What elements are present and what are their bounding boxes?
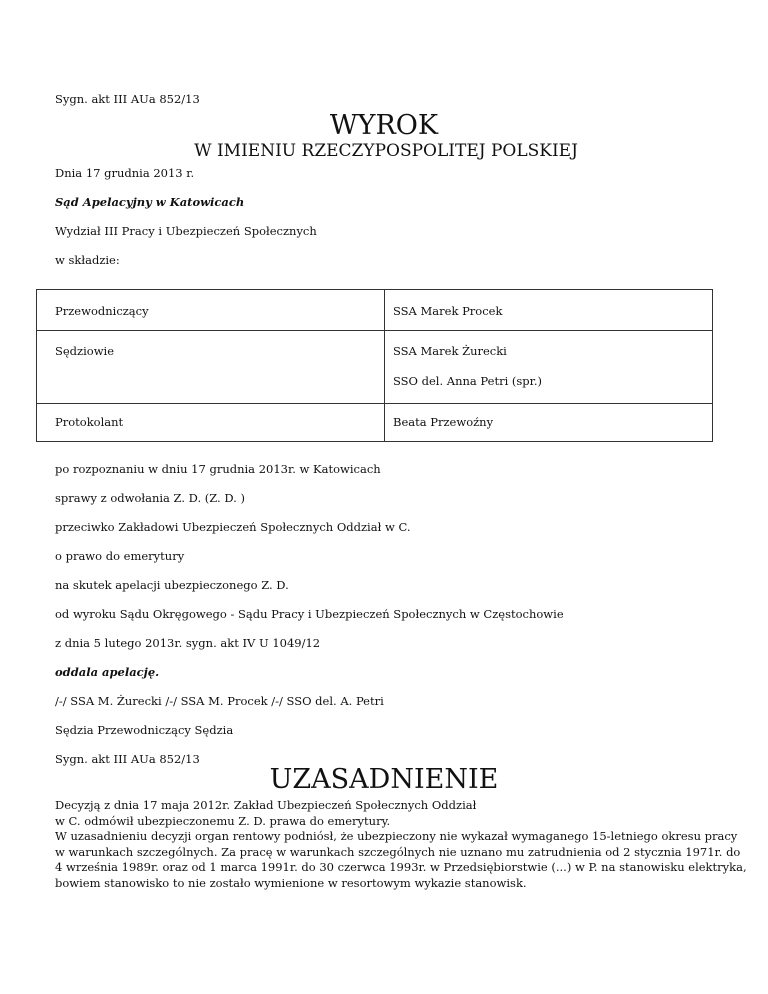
justification-line: 4 września 1989r. oraz od 1 marca 1991r. do 30 czerwca 1993r. w Przedsiębiorstwie (...) w P. na stanowisku elektryka, <box>55 860 747 875</box>
justification-line: w C. odmówił ubezpieczonemu Z. D. prawa do emerytury. <box>55 813 391 828</box>
signatures: /-/ SSA M. Żurecki /-/ SSA M. Procek /-/ SSO del. A. Petri <box>55 694 384 708</box>
clerk-name: Beata Przewoźny <box>393 415 494 429</box>
verdict-line: o prawo do emerytury <box>55 549 185 563</box>
role-judges: Sędziowie <box>55 344 115 358</box>
case-signature-bottom: Sygn. akt III AUa 852/13 <box>55 752 200 766</box>
justification-line: W uzasadnieniu decyzji organ rentowy podniósł, że ubezpieczony nie wykazał wymaganego 15-letniego okresu pracy <box>55 829 738 844</box>
case-signature: Sygn. akt III AUa 852/13 <box>55 92 200 106</box>
role-chairman: Przewodniczący <box>55 304 149 318</box>
chairman-name: SSA Marek Procek <box>393 304 503 318</box>
judge-name: SSO del. Anna Petri (spr.) <box>393 374 543 388</box>
justification-line: Decyzją z dnia 17 maja 2012r. Zakład Ubezpieczeń Społecznych Oddział <box>55 798 477 812</box>
verdict-line: na skutek apelacji ubezpieczonego Z. D. <box>55 578 289 592</box>
justification-paragraph <box>55 798 747 892</box>
table-row-divider <box>37 330 712 331</box>
verdict-line: od wyroku Sądu Okręgowego - Sądu Pracy i Ubezpieczeń Społecznych w Częstochowie <box>55 607 564 621</box>
document-subtitle: W IMIENIU RZECZYPOSPOLITEJ POLSKIEJ <box>194 141 578 161</box>
table-column-divider <box>384 290 385 441</box>
composition-table <box>36 289 713 442</box>
judge-name: SSA Marek Żurecki <box>393 344 507 358</box>
judgment-date: Dnia 17 grudnia 2013 r. <box>55 166 195 180</box>
court-division: Wydział III Pracy i Ubezpieczeń Społecznych <box>55 224 317 238</box>
verdict-decision: oddala apelację. <box>55 665 160 679</box>
justification-title: UZASADNIENIE <box>269 764 499 795</box>
signature-roles: Sędzia Przewodniczący Sędzia <box>55 723 234 737</box>
verdict-line: przeciwko Zakładowi Ubezpieczeń Społecznych Oddział w C. <box>55 520 411 534</box>
verdict-line: sprawy z odwołania Z. D. (Z. D. ) <box>55 491 245 505</box>
verdict-line: po rozpoznaniu w dniu 17 grudnia 2013r. w Katowicach <box>55 462 381 476</box>
composition-intro: w składzie: <box>55 253 120 267</box>
document-title: WYROK <box>329 110 439 141</box>
court-name: Sąd Apelacyjny w Katowicach <box>55 195 245 209</box>
justification-line: w warunkach szczególnych. Za pracę w warunkach szczególnych nie uznano mu zatrudnienia od 2 stycznia 1971r. do <box>55 844 741 859</box>
justification-line: bowiem stanowisko to nie zostało wymienione w resortowym wykazie stanowisk. <box>55 875 527 890</box>
role-clerk: Protokolant <box>55 415 124 429</box>
verdict-line: z dnia 5 lutego 2013r. sygn. akt IV U 1049/12 <box>55 636 321 650</box>
table-row-divider <box>37 403 712 404</box>
